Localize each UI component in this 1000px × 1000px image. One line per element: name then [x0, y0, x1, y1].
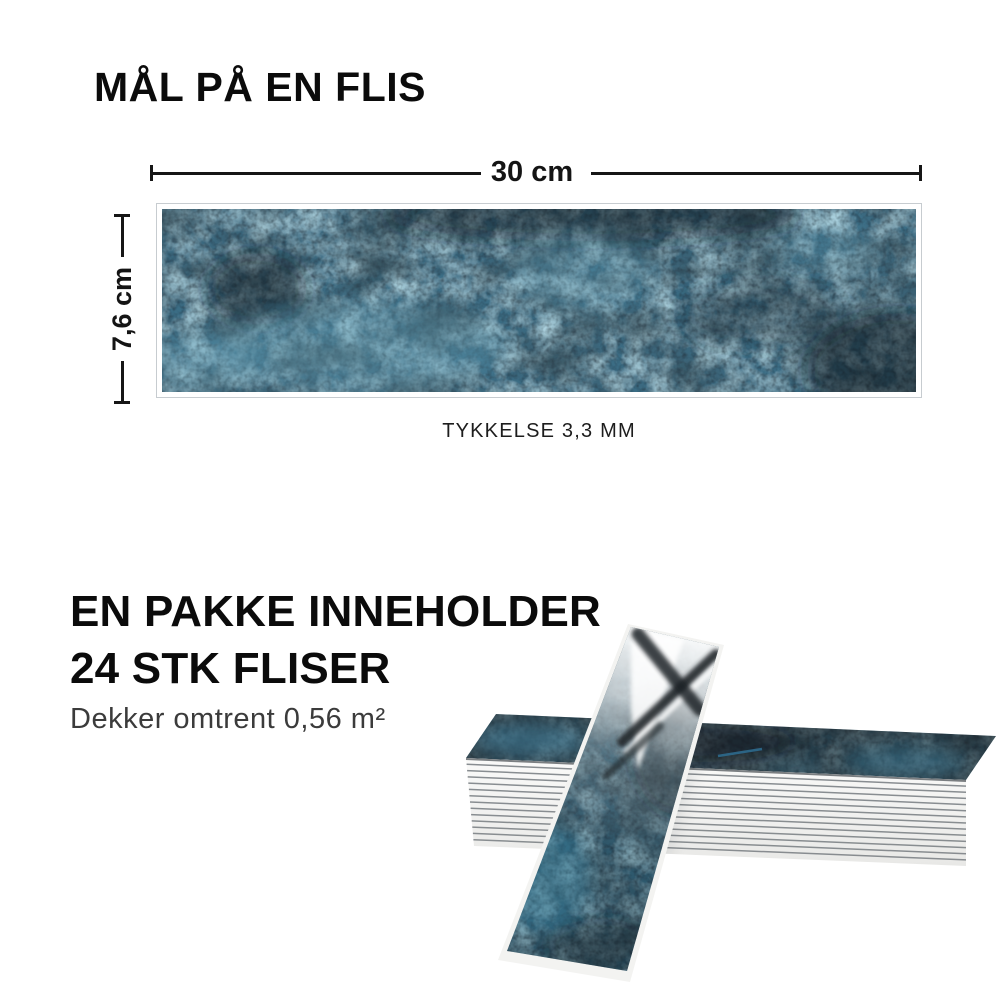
- package-title-line1: EN PAKKE INNEHOLDER: [70, 587, 602, 636]
- section-title-tile-dimensions: MÅL PÅ EN FLIS: [94, 64, 426, 110]
- dimension-tick-bottom: [114, 401, 130, 404]
- coverage-label: Dekker omtrent 0,56 m²: [70, 703, 386, 735]
- width-dimension: [150, 155, 922, 188]
- dimension-line-right-segment: [591, 172, 919, 175]
- dimension-tick-right: [919, 165, 922, 181]
- tile-texture-graphic: [162, 209, 916, 392]
- height-dimension: [106, 214, 138, 404]
- package-title-line2: 24 STK FLISER: [70, 644, 391, 694]
- height-dimension-label: 7,6 cm: [106, 266, 137, 352]
- dimension-line-left-segment: [153, 172, 481, 175]
- tile-photo: [156, 203, 922, 398]
- width-dimension-label: 30 cm: [490, 155, 574, 188]
- dimension-line-bottom-segment: [121, 361, 124, 401]
- thickness-label: TYKKELSE 3,3 MM: [442, 420, 636, 442]
- tile-stack-photo: [430, 598, 1000, 1000]
- dimension-line-top-segment: [121, 217, 124, 257]
- tile-stack-graphic: [430, 598, 1000, 1000]
